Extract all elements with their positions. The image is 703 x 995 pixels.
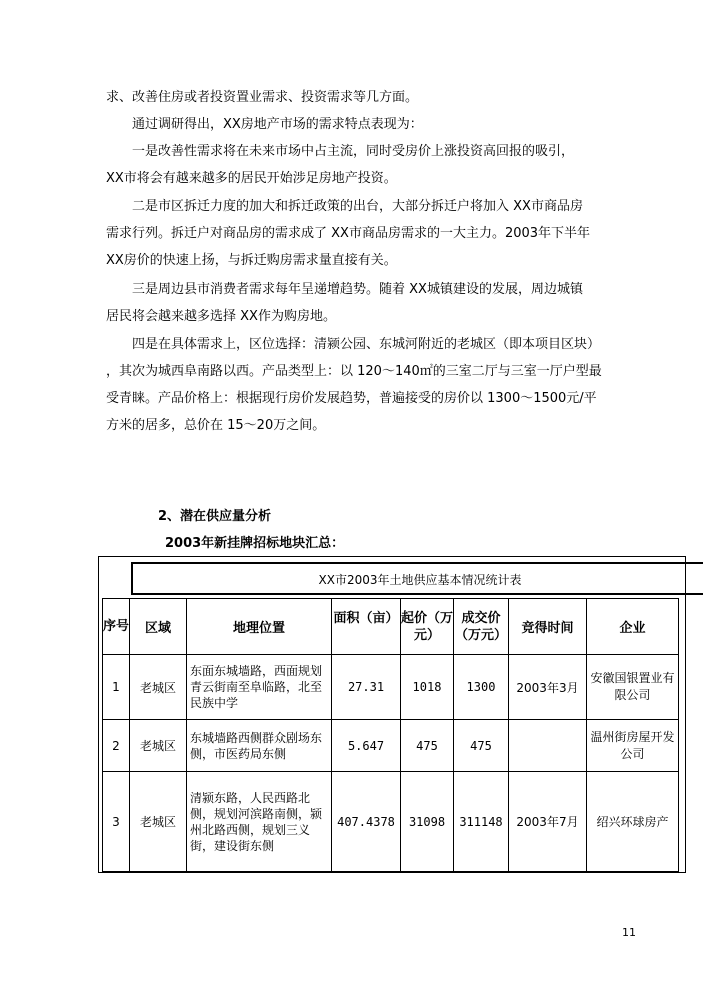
cell-no: 1	[103, 655, 130, 720]
cell-area: 老城区	[130, 720, 187, 772]
cell-start-price: 1018	[401, 655, 454, 720]
cell-size: 5.647	[332, 720, 401, 772]
paragraph-1	[106, 84, 626, 111]
table-row	[103, 720, 679, 772]
text-line: ，其次为城西阜南路以西。产品类型上：以 120～140㎡的三室二厅与三室一厅户型最	[106, 364, 602, 379]
cell-location: 清颍东路，人民西路北侧，规划河滨路南侧，颍州北路西侧，规划三义街，建设街东侧	[187, 772, 332, 872]
cell-deal-price: 1300	[454, 655, 509, 720]
paragraph-3	[106, 138, 626, 192]
header-location: 地理位置	[187, 599, 332, 655]
cell-deal-price: 311148	[454, 772, 509, 872]
cell-company: 绍兴环球房产	[587, 772, 679, 872]
text-line: 需求行列。拆迁户对商品房的需求成了 XX市商品房需求的一大主力。2003年下半年	[106, 226, 591, 241]
paragraph-5	[106, 276, 626, 330]
text-line: XX市将会有越来越多的居民开始涉足房地产投资。	[106, 171, 397, 186]
cell-company: 安徽国银置业有限公司	[587, 655, 679, 720]
cell-time: 2003年7月	[509, 772, 587, 872]
land-supply-table	[102, 598, 679, 872]
header-company: 企业	[587, 599, 679, 655]
header-size: 面积（亩）	[332, 599, 401, 655]
table-title-box	[131, 562, 703, 595]
cell-size: 27.31	[332, 655, 401, 720]
cell-company: 温州街房屋开发公司	[587, 720, 679, 772]
text-line: 通过调研得出，XX房地产市场的需求特点表现为：	[132, 117, 423, 132]
cell-start-price: 475	[401, 720, 454, 772]
section-heading: 2、潜在供应量分析	[158, 509, 272, 524]
cell-location: 东城墙路西侧群众剧场东侧，市医药局东侧	[187, 720, 332, 772]
table-title: XX市2003年土地供应基本情况统计表	[318, 573, 522, 587]
paragraph-2	[106, 111, 626, 138]
header-start-price: 起价（万元）	[401, 599, 454, 655]
header-deal-price: 成交价（万元）	[454, 599, 509, 655]
header-time: 竞得时间	[509, 599, 587, 655]
text-line: 居民将会越来越多选择 XX作为购房地。	[106, 309, 336, 324]
cell-no: 2	[103, 720, 130, 772]
text-line: 受青睐。产品价格上：根据现行房价发展趋势，普遍接受的房价以 1300～1500元/平	[106, 391, 597, 406]
table-row	[103, 655, 679, 720]
paragraph-4	[106, 193, 626, 274]
text-line: 一是改善性需求将在未来市场中占主流，同时受房价上涨投资高回报的吸引，	[132, 144, 575, 159]
header-area: 区域	[130, 599, 187, 655]
cell-time: 2003年3月	[509, 655, 587, 720]
text-line: XX房价的快速上扬，与拆迁购房需求量直接有关。	[106, 253, 397, 268]
text-line: 求、改善住房或者投资置业需求、投资需求等几方面。	[106, 90, 419, 105]
text-line: 三是周边县市消费者需求每年呈递增趋势。随着 XX城镇建设的发展，周边城镇	[132, 282, 583, 297]
sub-heading: 2003年新挂牌招标地块汇总：	[165, 536, 345, 551]
cell-area: 老城区	[130, 655, 187, 720]
text-line: 二是市区拆迁力度的加大和拆迁政策的出台，大部分拆迁户将加入 XX市商品房	[132, 199, 583, 214]
text-line: 四是在具体需求上，区位选择：清颍公园、东城河附近的老城区（即本项目区块）	[132, 337, 601, 352]
cell-deal-price: 475	[454, 720, 509, 772]
cell-size: 407.4378	[332, 772, 401, 872]
table-header-row	[103, 599, 679, 655]
table-row	[103, 772, 679, 872]
cell-start-price: 31098	[401, 772, 454, 872]
cell-location: 东面东城墙路，西面规划青云街南至阜临路，北至民族中学	[187, 655, 332, 720]
text-line: 方米的居多，总价在 15～20万之间。	[106, 418, 326, 433]
cell-no: 3	[103, 772, 130, 872]
header-no: 序号	[103, 599, 130, 655]
paragraph-6	[106, 331, 626, 439]
cell-time	[509, 720, 587, 772]
cell-area: 老城区	[130, 772, 187, 872]
page-number: 11	[622, 926, 636, 939]
